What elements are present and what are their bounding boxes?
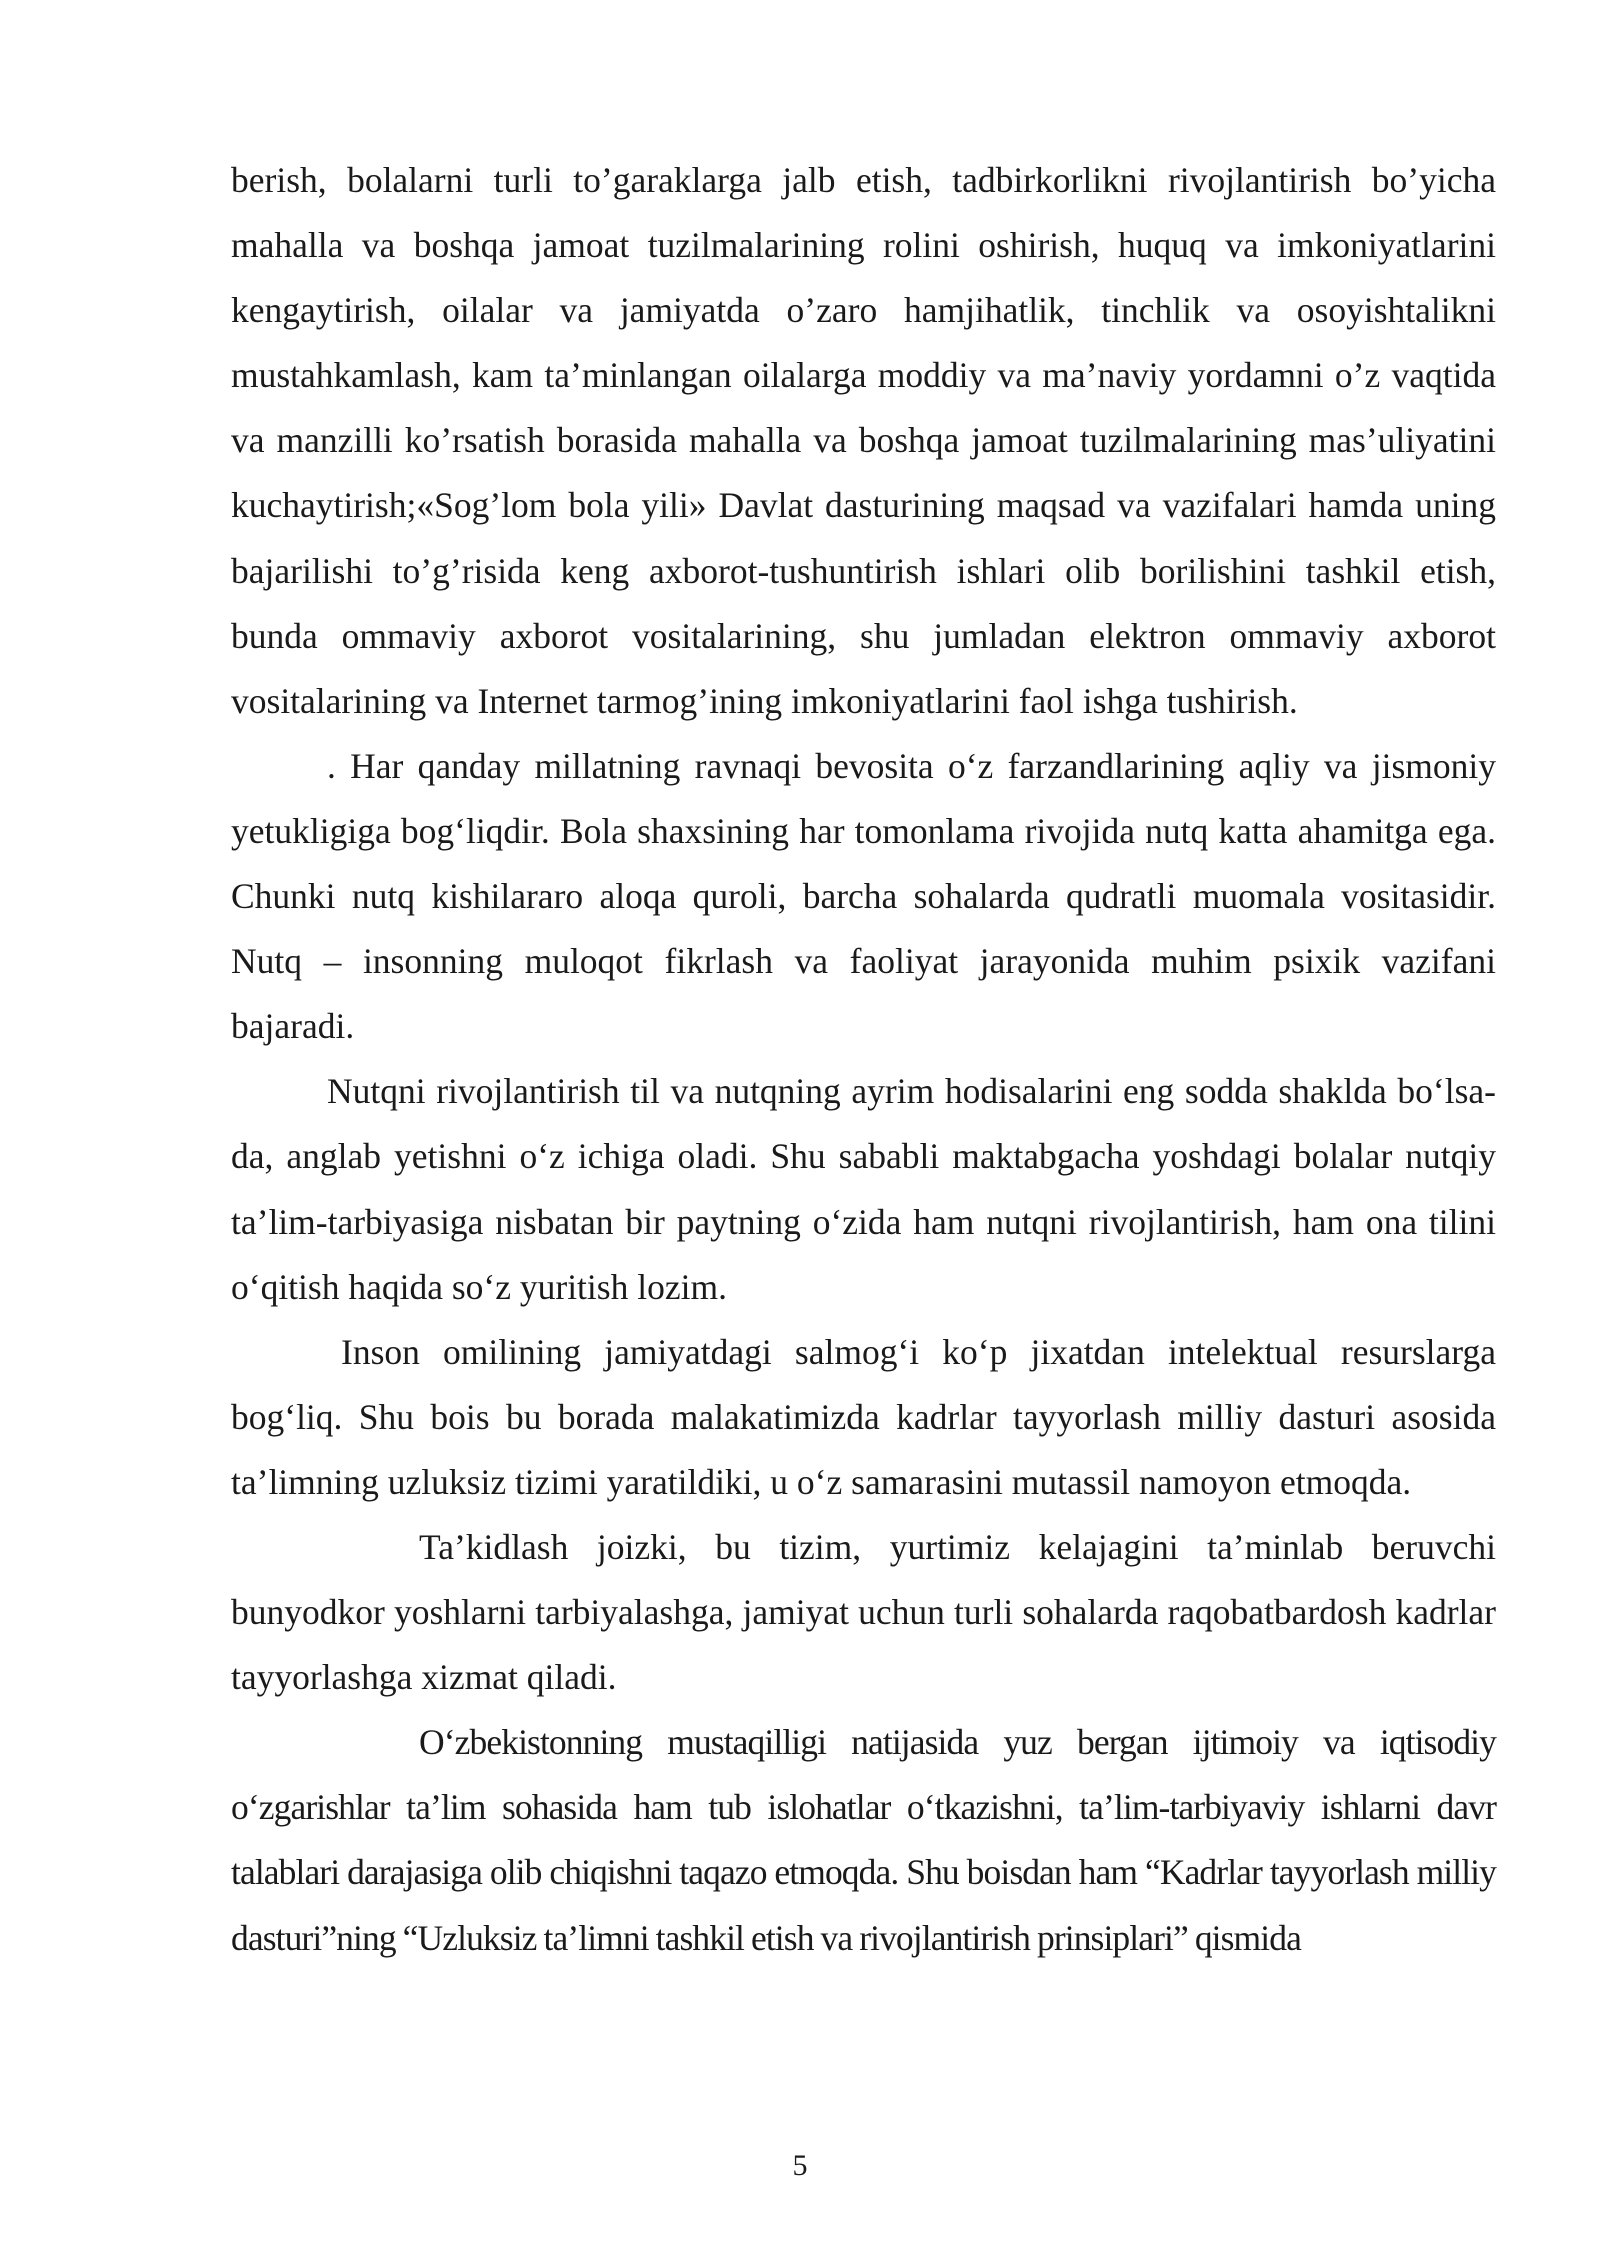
paragraph-1: berish, bolalarni turli to’garaklarga jalb etish, tadbirkorlikni rivojlantirish bo’yicha mahalla va boshqa jamoat tuzilmalarining rolini oshirish, huquq va imkoniyatlarini kengaytirish, oilalar va jamiyatda o’zaro hamjihatlik, tinchlik va osoyishtalikni mustahkamlash, kam ta’minlangan oilalarga moddiy va ma’naviy yordamni o’z vaqtida va manzilli ko’rsatish borasida mahalla va boshqa jamoat tuzilmalarining mas’uliyatini kuchaytirish;«Sog’lom bola yili» Davlat dasturining maqsad va vazifalari hamda uning bajarilishi to’g’risida keng axborot-tushuntirish ishlari olib borilishini tashkil etish, bunda ommaviy axborot vositalarining, shu jumladan elektron ommaviy axborot vositalarining va Internet tarmog’ining imkoniyatlarini faol ishga tushirish.	[231, 160, 1496, 721]
paragraph-2: . Har qanday millatning ravnaqi bevosita o‘z farzandlarining aqliy va jismoniy yetukligiga bog‘liqdir. Bola shaxsining har tomonlama rivojida nutq katta ahamitga ega. Chunki nutq kishilararo aloqa quroli, barcha sohalarda qudratli muomala vositasidir. Nutq – insonning muloqot fikrlash va faoliyat jarayonida muhim psixik vazifani bajaradi.	[231, 745, 1496, 1047]
paragraph-6: O‘zbekistonning mustaqilligi natijasida yuz bergan ijtimoiy va iqtisodiy o‘zgarishlar ta’lim sohasida ham tub islohatlar o‘tkazishni, ta’lim-tarbiyaviy ishlarni davr talablari darajasiga olib chiqishni taqazo etmoqda. Shu boisdan ham “Kadrlar tayyorlash milliy dasturi”ning “Uzluksiz ta’limni tashkil etish va rivojlantirish prinsiplari” qismida	[231, 1722, 1496, 1958]
paragraph-5: Ta’kidlash joizki, bu tizim, yurtimiz kelajagini ta’minlab beruvchi bunyodkor yoshlarni tarbiyalashga, jamiyat uchun turli sohalarda raqobatbardosh kadrlar tayyorlashga xizmat qiladi.	[231, 1526, 1496, 1698]
paragraph-3: Nutqni rivojlantirish til va nutqning ayrim hodisalarini eng sodda shaklda bo‘lsa-da, anglab yetishni o‘z ichiga oladi. Shu sababli maktabgacha yoshdagi bolalar nutqiy ta’lim-tarbiyasiga nisbatan bir paytning o‘zida ham nutqni rivojlantirish, ham ona tilini o‘qitish haqida so‘z yuritish lozim.	[231, 1071, 1496, 1307]
page-number: 5	[792, 2149, 808, 2182]
paragraph-4: Inson omilining jamiyatdagi salmog‘i ko‘p jixatdan intelektual resurslarga bog‘liq. Shu bois bu borada malakatimizda kadrlar tayyorlash milliy dasturi asosida ta’limning uzluksiz tizimi yaratildiki, u o‘z samarasini mutassil namoyon etmoqda.	[231, 1331, 1496, 1502]
document-body	[231, 148, 1496, 1971]
